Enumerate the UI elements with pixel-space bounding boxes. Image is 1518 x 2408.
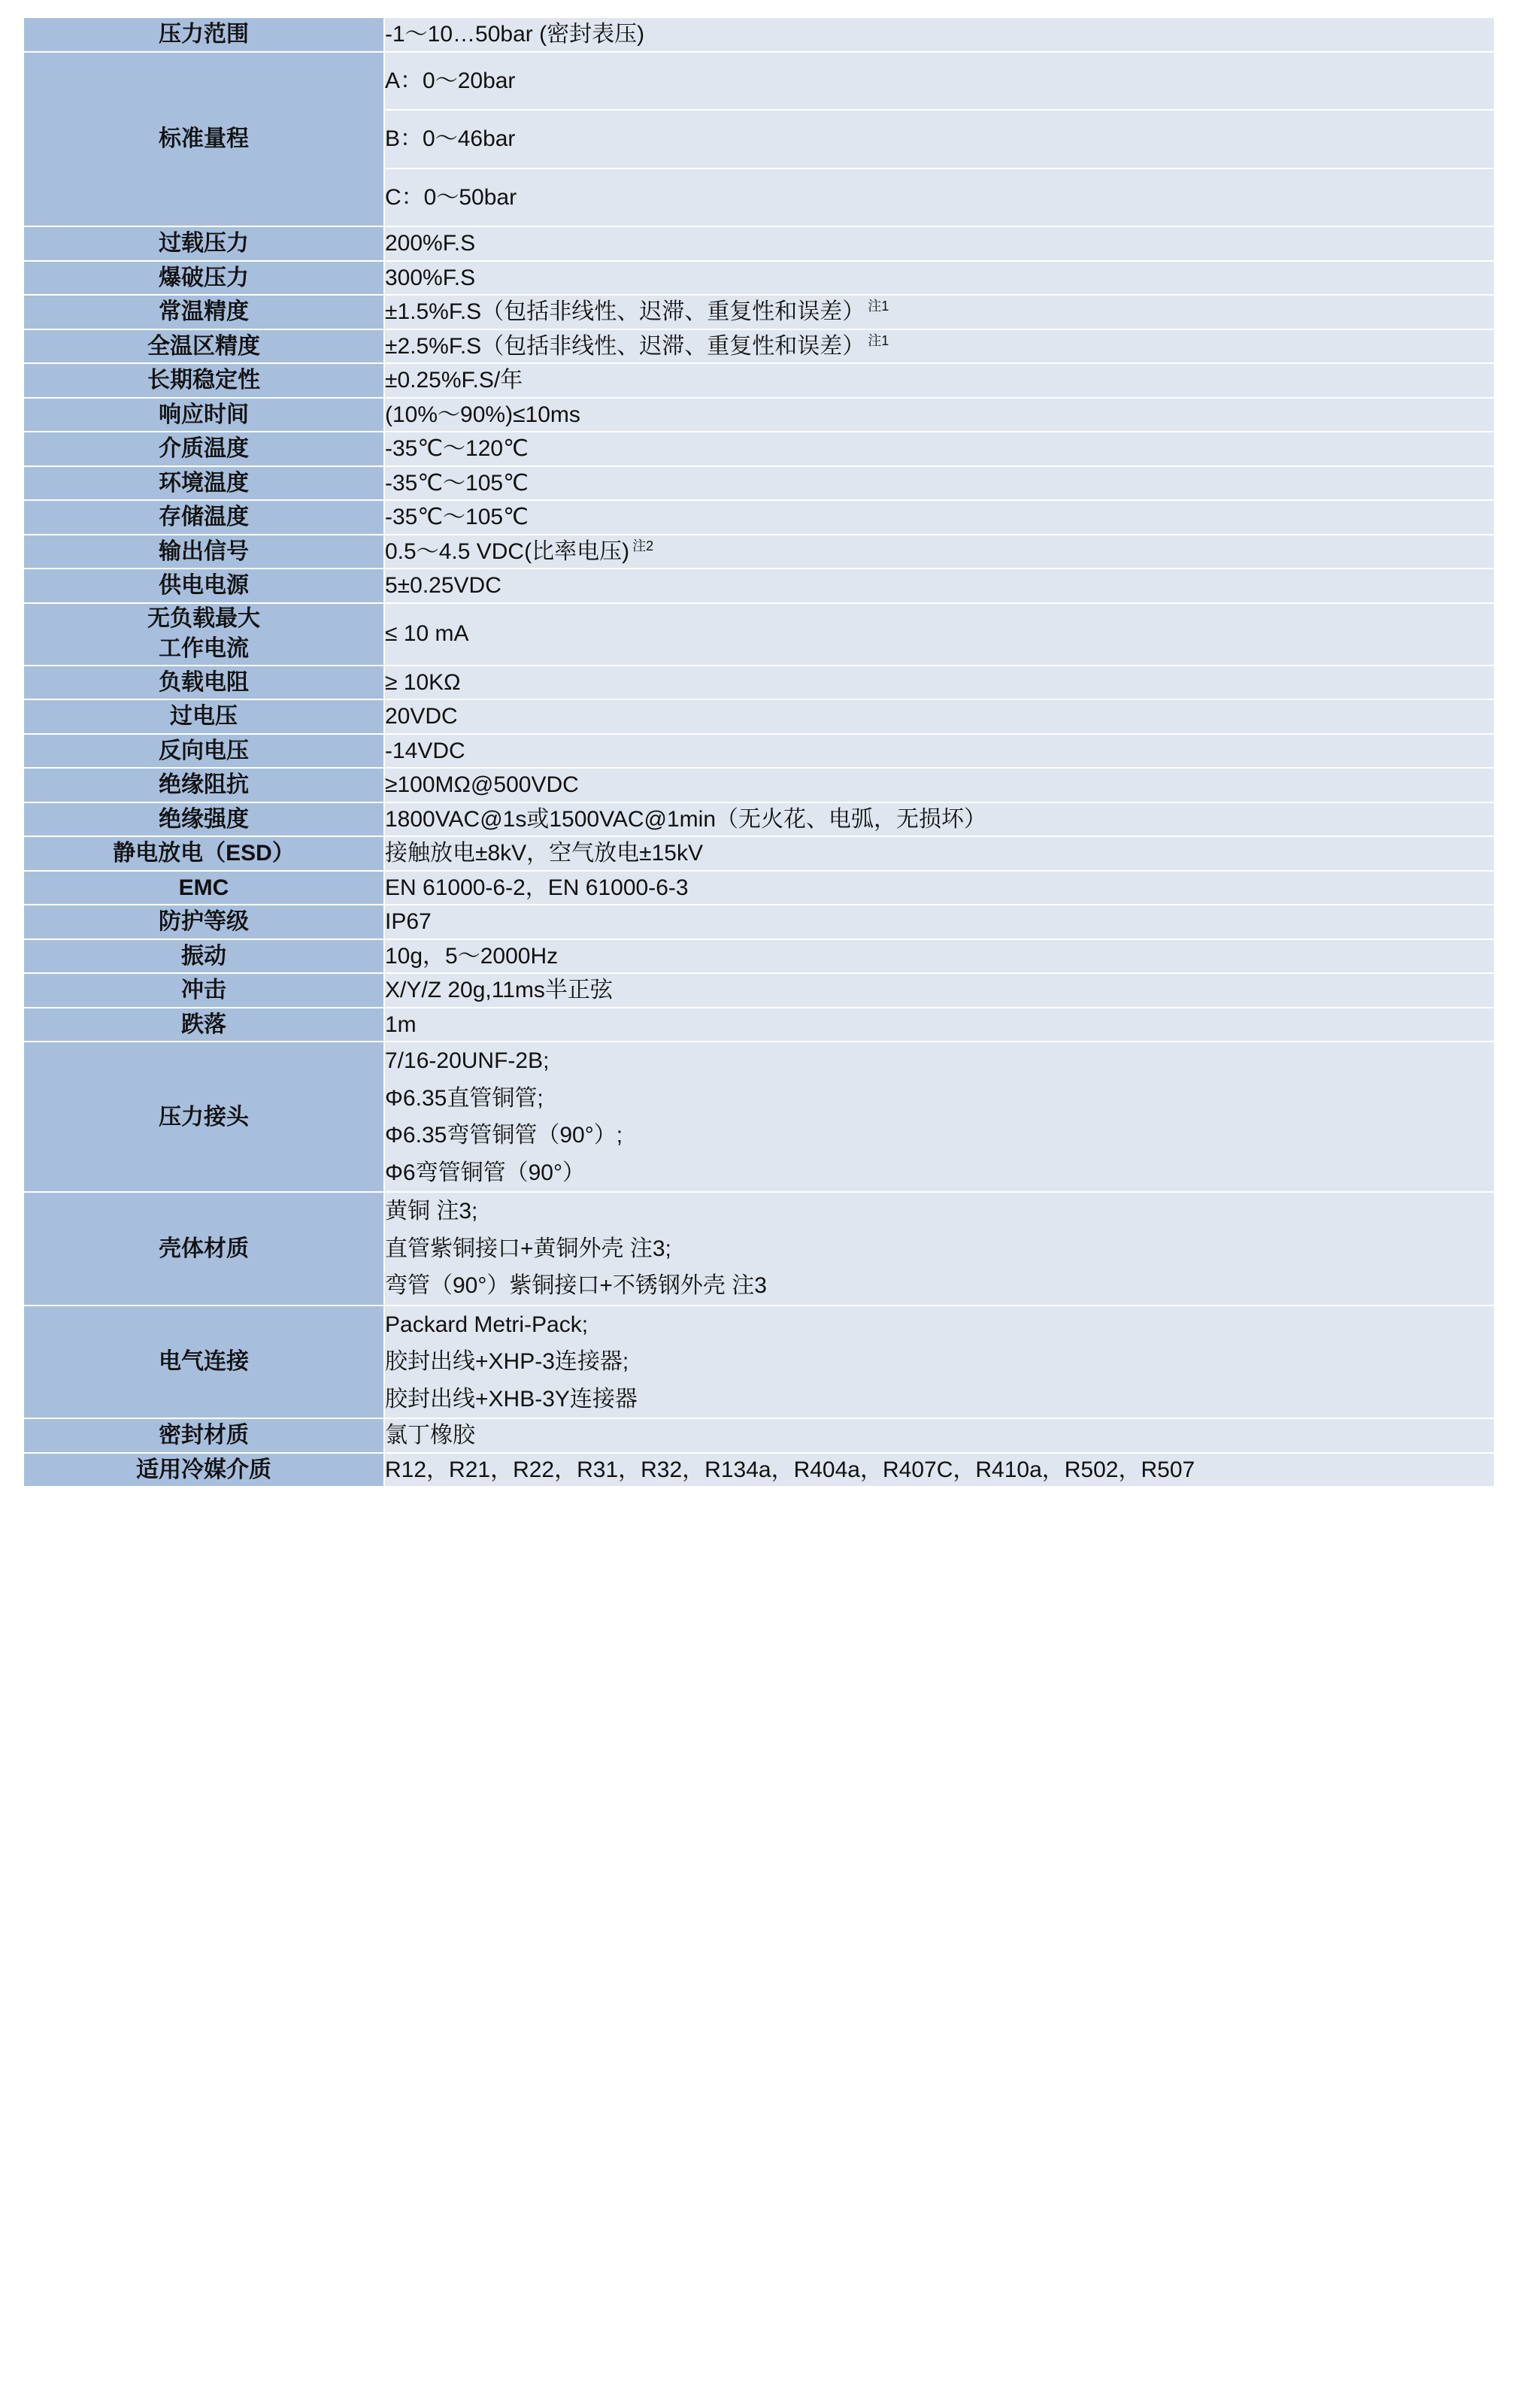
- row-value-text: 0.5～4.5 VDC(比率电压): [385, 538, 630, 564]
- row-value-line: Φ6弯管铜管（90°）: [385, 1160, 585, 1185]
- row-value: [384, 535, 1495, 569]
- table-body: [23, 17, 1495, 1487]
- table-row: [23, 1453, 1495, 1488]
- row-value-line: 胶封出线+XHP-3连接器;: [385, 1349, 629, 1374]
- row-value: EN 61000-6-2，EN 61000-6-3: [384, 871, 1495, 905]
- row-value: X/Y/Z 20g,11ms半正弦: [384, 973, 1495, 1008]
- table-row: [23, 1008, 1495, 1042]
- row-value-line: 直管紫铜接口+黄铜外壳 注3;: [385, 1236, 671, 1261]
- row-value-text: ±1.5%F.S（包括非线性、迟滞、重复性和误差）: [385, 299, 865, 324]
- row-label: 环境温度: [23, 466, 384, 501]
- table-row: [23, 734, 1495, 769]
- row-value: 20VDC: [384, 699, 1495, 734]
- row-label: 长期稳定性: [23, 363, 384, 398]
- row-value-line: Φ6.35直管铜管;: [385, 1085, 544, 1111]
- row-value-line: Φ6.35弯管铜管（90°）;: [385, 1123, 623, 1148]
- row-value: 5±0.25VDC: [384, 569, 1495, 603]
- table-row: [23, 871, 1495, 905]
- row-value: [384, 295, 1495, 329]
- row-value: A：0～20bar: [384, 52, 1495, 111]
- table-row: [23, 500, 1495, 535]
- row-value: -1～10…50bar (密封表压): [384, 17, 1495, 52]
- footnote-marker: 注1: [868, 332, 889, 348]
- row-value: ≥ 10KΩ: [384, 666, 1495, 700]
- table-row: [23, 295, 1495, 329]
- row-label: 压力接头: [23, 1042, 384, 1192]
- table-row: [23, 52, 1495, 111]
- row-value: 200%F.S: [384, 226, 1495, 261]
- table-row: [23, 603, 1495, 666]
- row-label: 负载电阻: [23, 666, 384, 700]
- table-row: [23, 17, 1495, 52]
- row-value: [384, 1042, 1495, 1192]
- row-label-line: 无负载最大: [147, 605, 260, 631]
- table-row: [23, 939, 1495, 974]
- row-label: 输出信号: [23, 535, 384, 569]
- footnote-marker: 注2: [632, 538, 654, 553]
- row-label: 过电压: [23, 699, 384, 734]
- row-value: -35℃～120℃: [384, 432, 1495, 466]
- row-label: 适用冷媒介质: [23, 1453, 384, 1488]
- table-row: [23, 1042, 1495, 1192]
- table-row: [23, 226, 1495, 261]
- row-label: 壳体材质: [23, 1192, 384, 1306]
- table-row: [23, 1192, 1495, 1306]
- table-row: [23, 329, 1495, 364]
- table-row: [23, 768, 1495, 802]
- row-label-line: 工作电流: [159, 636, 249, 661]
- row-label: 常温精度: [23, 295, 384, 329]
- row-value: [384, 1306, 1495, 1419]
- row-label: 防护等级: [23, 905, 384, 939]
- row-label: 绝缘阻抗: [23, 768, 384, 802]
- row-value: ≥100MΩ@500VDC: [384, 768, 1495, 802]
- row-label: [23, 603, 384, 666]
- row-value-lines: [385, 1193, 1494, 1305]
- row-value: 10g，5～2000Hz: [384, 939, 1495, 974]
- row-label: 存储温度: [23, 500, 384, 535]
- row-value: (10%～90%)≤10ms: [384, 398, 1495, 432]
- row-value-line: 弯管（90°）紫铜接口+不锈钢外壳 注3: [385, 1273, 767, 1298]
- row-label: 振动: [23, 939, 384, 974]
- table-row: [23, 398, 1495, 432]
- row-value-line: 胶封出线+XHB-3Y连接器: [385, 1386, 638, 1412]
- row-value: 1m: [384, 1008, 1495, 1042]
- row-value: C：0～50bar: [384, 168, 1495, 227]
- table-row: [23, 699, 1495, 734]
- row-value: -14VDC: [384, 734, 1495, 769]
- row-value: 1800VAC@1s或1500VAC@1min（无火花、电弧，无损坏）: [384, 802, 1495, 837]
- row-label: 标准量程: [23, 52, 384, 227]
- row-label: 供电电源: [23, 569, 384, 603]
- row-value-line: Packard Metri-Pack;: [385, 1312, 589, 1337]
- row-label: 冲击: [23, 973, 384, 1008]
- row-label: 跌落: [23, 1008, 384, 1042]
- row-label: 全温区精度: [23, 329, 384, 364]
- row-value-lines: [385, 1042, 1494, 1191]
- row-label: 反向电压: [23, 734, 384, 769]
- row-value: B：0～46bar: [384, 110, 1495, 168]
- specification-table: [23, 17, 1495, 1488]
- row-value: [384, 1192, 1495, 1306]
- row-value: ≤ 10 mA: [384, 603, 1495, 666]
- table-row: [23, 1306, 1495, 1419]
- row-value-lines: [385, 1306, 1494, 1418]
- row-value-line: 7/16-20UNF-2B;: [385, 1048, 550, 1073]
- row-value: 300%F.S: [384, 261, 1495, 296]
- table-row: [23, 261, 1495, 296]
- row-label: 密封材质: [23, 1418, 384, 1453]
- table-row: [23, 1418, 1495, 1453]
- table-row: [23, 535, 1495, 569]
- table-row: [23, 973, 1495, 1008]
- table-row: [23, 802, 1495, 837]
- row-label: 压力范围: [23, 17, 384, 52]
- table-row: [23, 666, 1495, 700]
- table-row: [23, 363, 1495, 398]
- table-row: [23, 905, 1495, 939]
- table-row: [23, 836, 1495, 871]
- row-label: 介质温度: [23, 432, 384, 466]
- row-value: -35℃～105℃: [384, 466, 1495, 501]
- row-label: 绝缘强度: [23, 802, 384, 837]
- row-label: 过载压力: [23, 226, 384, 261]
- row-label: EMC: [23, 871, 384, 905]
- row-value: ±0.25%F.S/年: [384, 363, 1495, 398]
- row-value: [384, 329, 1495, 364]
- row-value: 接触放电±8kV，空气放电±15kV: [384, 836, 1495, 871]
- footnote-marker: 注1: [868, 299, 889, 314]
- row-value: -35℃～105℃: [384, 500, 1495, 535]
- row-label: 响应时间: [23, 398, 384, 432]
- table-row: [23, 432, 1495, 466]
- row-value-line: 黄铜 注3;: [385, 1199, 478, 1224]
- row-value: IP67: [384, 905, 1495, 939]
- row-value-text: ±2.5%F.S（包括非线性、迟滞、重复性和误差）: [385, 333, 865, 359]
- table-row: [23, 569, 1495, 603]
- row-label: 爆破压力: [23, 261, 384, 296]
- table-row: [23, 466, 1495, 501]
- row-label: 电气连接: [23, 1306, 384, 1419]
- row-value: R12，R21，R22，R31，R32，R134a，R404a，R407C，R410a，R502，R507: [384, 1453, 1495, 1488]
- row-value: 氯丁橡胶: [384, 1418, 1495, 1453]
- row-label: 静电放电（ESD）: [23, 836, 384, 871]
